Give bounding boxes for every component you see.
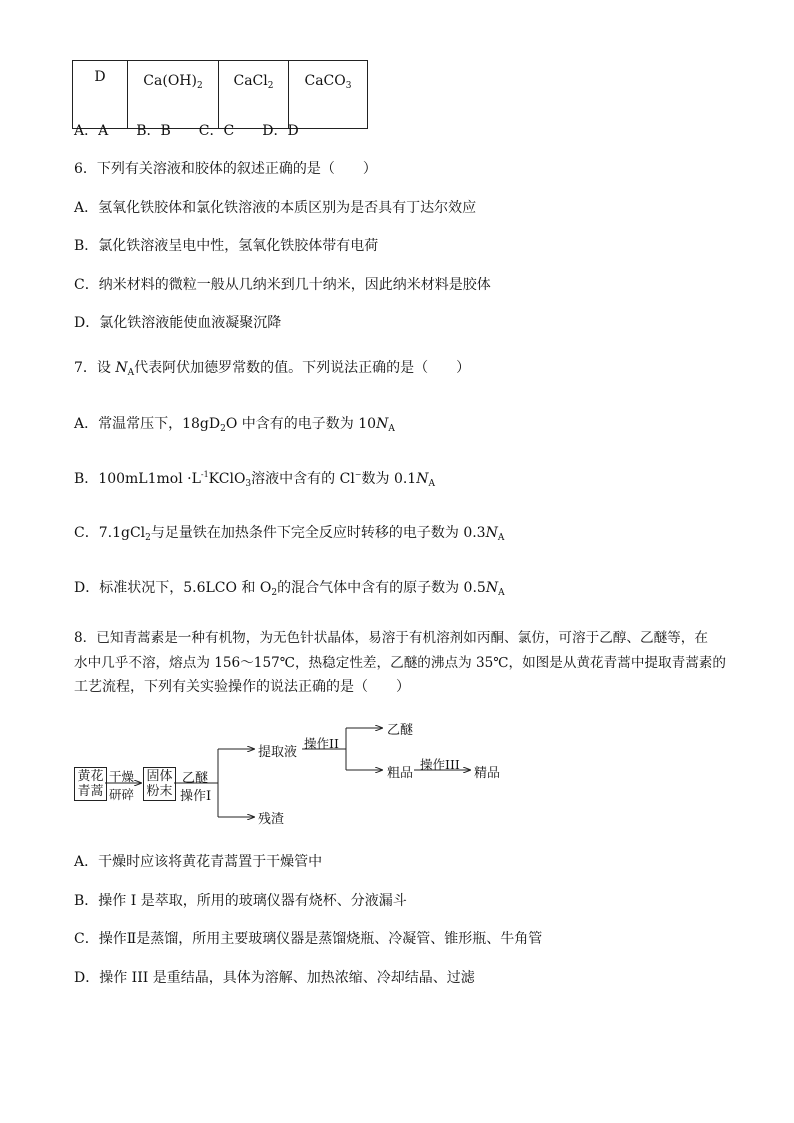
q7-option-b: B．$100mL1mol \cdot L^{-1}KClO_3$溶液中含有的 Cl−数为 $0.1N_A$ — [74, 470, 435, 489]
q6-stem: 6．下列有关溶液和胶体的叙述正确的是（ ） — [74, 161, 377, 177]
q8-option-c: C．操作Ⅱ是蒸馏，所用主要玻璃仪器是蒸馏烧瓶、冷凝管、锥形瓶、牛角管 — [74, 931, 543, 947]
box-raw-material: 黄花 青蒿 — [74, 767, 107, 801]
q6-option-c: C．纳米材料的微粒一般从几纳米到几十纳米，因此纳米材料是胶体 — [74, 277, 491, 293]
label-op3: 操作III — [420, 757, 460, 772]
q6-option-b: B．氯化铁溶液呈电中性，氢氧化铁胶体带有电荷 — [74, 238, 379, 254]
table-cell: CaCO$_3$ — [289, 61, 368, 129]
table-cell-label: D — [73, 61, 128, 129]
label-extract: 提取液 — [258, 745, 298, 760]
q8-option-d: D．操作 III 是重结晶，具体为溶解、加热浓缩、冷却结晶、过滤 — [74, 970, 475, 986]
q8-option-a: A．干燥时应该将黄花青蒿置于干燥管中 — [74, 854, 323, 870]
q6-option-d: D．氯化铁溶液能使血液凝聚沉降 — [74, 315, 282, 331]
q5-options: A．A B．B C．C D．D — [74, 123, 299, 139]
q7-option-c: C．7.1gCl$_2$与足量铁在加热条件下完全反应时转移的电子数为 $0.3N_A$ — [74, 525, 505, 543]
label-ether-out: 乙醚 — [387, 723, 414, 738]
q8-stem-line1: 8．已知青蒿素是一种有机物，为无色针状晶体，易溶于有机溶剂如丙酮、氯仿，可溶于乙醇、乙醚等，在 — [74, 630, 708, 646]
label-ether-reagent: 乙醚 — [182, 771, 209, 786]
q7-option-d: D．标准状况下，5.6LCO 和 $O_2$的混合气体中含有的原子数为 $0.5N_A$ — [74, 580, 505, 598]
label-grind: 研碎 — [109, 787, 135, 802]
label-residue: 残渣 — [258, 812, 285, 827]
q8-stem-line3: 工艺流程，下列有关实验操作的说法正确的是（ ） — [74, 679, 410, 695]
table-cell: $Ca(OH)_2$ — [128, 61, 219, 129]
label-crude: 粗品 — [387, 766, 414, 781]
q8-option-b: B．操作 I 是萃取，所用的玻璃仪器有烧杯、分液漏斗 — [74, 893, 407, 909]
q7-option-a: A．常温常压下，$18gD_2O$ 中含有的电子数为 $10N_A$ — [74, 416, 395, 434]
box-solid-powder: 固体 粉末 — [143, 767, 176, 801]
q7-stem: 7．设 $N_A$代表阿伏加德罗常数的值。下列说法正确的是（ ） — [74, 360, 471, 378]
q8-stem-line2: 水中几乎不溶，熔点为 156～157℃，热稳定性差，乙醚的沸点为 35℃，如图是从黄花青蒿中提取青蒿素的 — [74, 655, 726, 671]
table-cell: CaCl$_2$ — [219, 61, 289, 129]
label-dry: 干燥 — [109, 769, 135, 784]
label-op2: 操作II — [304, 736, 339, 751]
label-fine: 精品 — [474, 766, 501, 781]
label-op1: 操作I — [180, 789, 212, 804]
q6-option-a: A．氢氧化铁胶体和氯化铁溶液的本质区别为是否具有丁达尔效应 — [74, 200, 477, 216]
